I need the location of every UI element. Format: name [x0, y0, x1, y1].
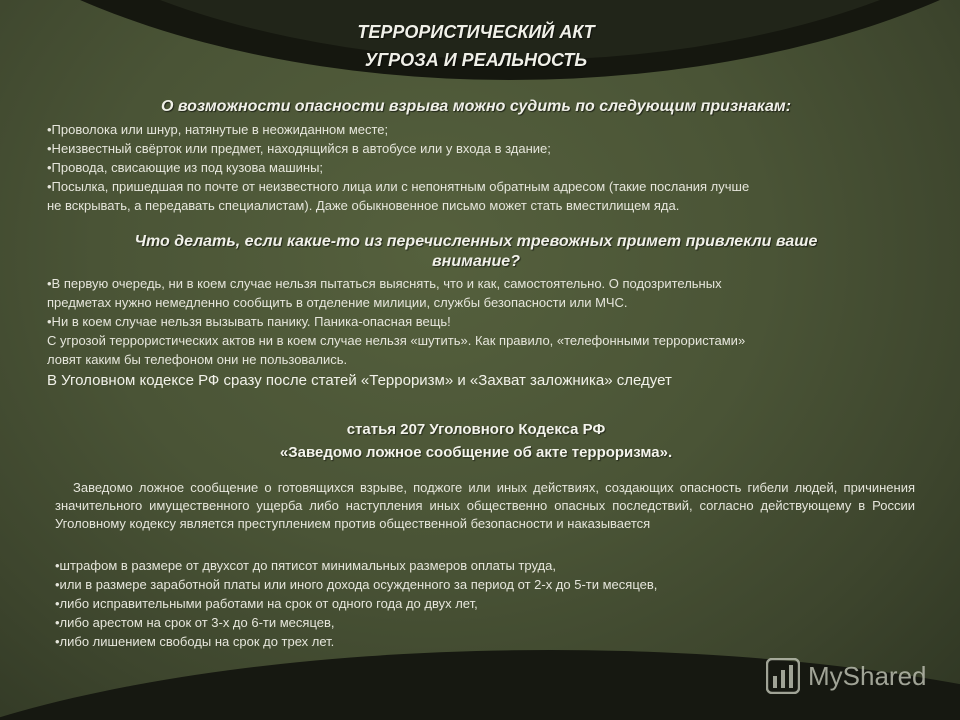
- advice-line: •В первую очередь, ни в коем случае нельзя пытаться выяснять, что и как, самостоятельно. О подозрительных: [47, 276, 722, 291]
- sign-item: •Проволока или шнур, натянутые в неожиданном месте;: [47, 122, 389, 137]
- advice-line: С угрозой террористических актов ни в коем случае нельзя «шутить». Как правило, «телефонными террористами»: [47, 333, 746, 348]
- penalty-item: •либо исправительными работами на срок от одного года до двух лет,: [55, 596, 478, 611]
- penalty-item: •либо арестом на срок от 3-х до 6-ти месяцев,: [55, 615, 335, 630]
- penalty-item: •либо лишением свободы на срок до трех лет.: [55, 634, 335, 649]
- signs-heading: О возможности опасности взрыва можно судить по следующим признакам:: [160, 98, 792, 115]
- advice-line: предметах нужно немедленно сообщить в отделение милиции, службы безопасности или МЧС.: [47, 295, 628, 310]
- sign-item: •Провода, свисающие из под кузова машины;: [47, 160, 324, 175]
- penalty-item: •или в размере заработной платы или иного дохода осужденного за период от 2-х до 5-ти месяцев,: [55, 577, 658, 592]
- myshared-logo-text: MyShared: [808, 660, 927, 691]
- article-number: статья 207 Уголовного Кодекса РФ: [346, 421, 606, 438]
- advice-line: •Ни в коем случае нельзя вызывать панику. Паника-опасная вещь!: [47, 314, 451, 329]
- content-panel: [36, 12, 916, 662]
- myshared-watermark[interactable]: [766, 652, 927, 700]
- penalty-item: •штрафом в размере от двухсот до пятисот минимальных размеров оплаты труда,: [55, 558, 556, 573]
- penalty-paragraph: Заведомо ложное сообщение о готовящихся взрыве, поджоге или иных действиях, создающих опасность гибели людей, причинения значительного имущественного ущерба либо наступления иных общественно опасных последствий, согласно действующему в России Уголовному кодексу является преступлением против общественной безопасности и наказывается: [55, 480, 915, 531]
- what-to-do-heading-line-2: внимание?: [432, 253, 520, 270]
- what-to-do-heading-line-1: Что делать, если какие-то из перечисленных тревожных примет привлекли ваше: [134, 233, 818, 250]
- sign-item: •Посылка, пришедшая по почте от неизвестного лица или с непонятным обратным адресом (такие послания лучше: [47, 179, 750, 194]
- advice-line: ловят каким бы телефоном они не пользовались.: [47, 352, 348, 367]
- article-title: «Заведомо ложное сообщение об акте терроризма».: [279, 444, 673, 461]
- criminal-code-statement: В Уголовном кодексе РФ сразу после статей «Терроризм» и «Захват заложника» следует: [47, 372, 672, 389]
- sign-item-continuation: не вскрывать, а передавать специалистам). Даже обыкновенное письмо может стать вместилищем яда.: [47, 198, 680, 213]
- myshared-logo-icon: [766, 658, 800, 694]
- sign-item: •Неизвестный свёрток или предмет, находящийся в автобусе или у входа в здание;: [47, 141, 551, 156]
- title-line-2: УГРОЗА И РЕАЛЬНОСТЬ: [364, 50, 588, 70]
- title-line-1: ТЕРРОРИСТИЧЕСКИЙ АКТ: [357, 22, 595, 42]
